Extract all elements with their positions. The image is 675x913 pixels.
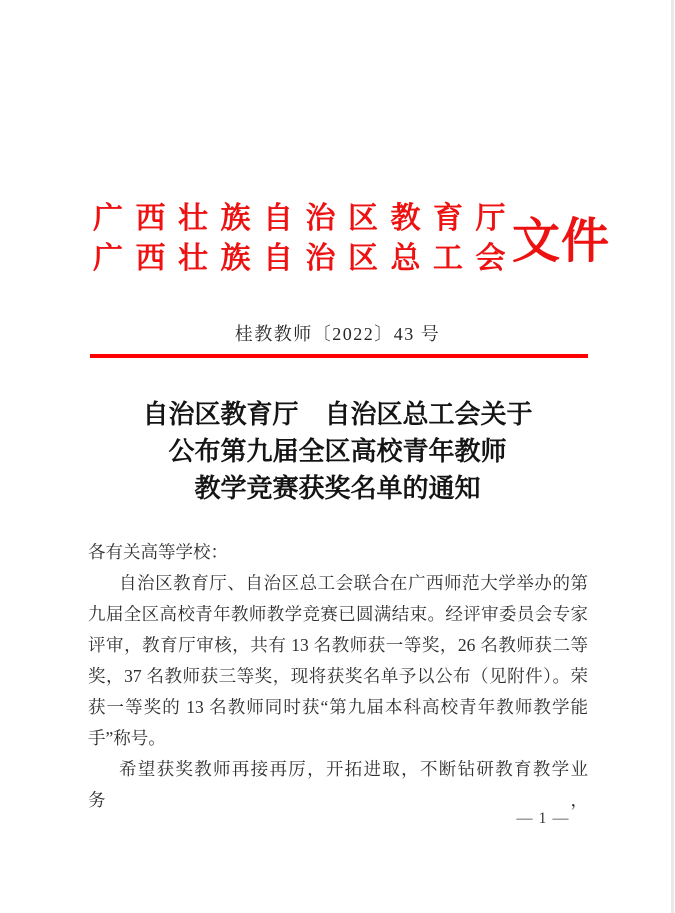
title-line-3: 教学竞赛获奖名单的通知 xyxy=(194,474,481,503)
document-title xyxy=(0,396,675,507)
doc-number: 桂教教师〔2022〕43 号 xyxy=(234,324,441,344)
page-number: — 1 — xyxy=(516,810,570,827)
doc-type-label: 文件 xyxy=(512,215,611,268)
issuer-line-2: 广西壮族自治区总工会 xyxy=(93,242,518,275)
issuer-line-1: 广西壮族自治区教育厅 xyxy=(93,202,518,235)
body-line: 手”称号。 xyxy=(88,728,166,748)
body-line: 九届全区高校青年教师教学竞赛已圆满结束。经评审委员会专家 xyxy=(88,604,588,624)
document-body xyxy=(88,537,588,816)
body-line: 奖，37 名教师获三等奖，现将获奖名单予以公布（见附件）。荣 xyxy=(88,666,588,686)
red-separator-line xyxy=(90,354,588,358)
body-line: 希望获奖教师再接再厉，开拓进取，不断钻研教育教学业务， xyxy=(88,759,588,810)
title-line-2: 公布第九届全区高校青年教师 xyxy=(168,437,507,466)
title-line-1: 自治区教育厅 自治区总工会关于 xyxy=(142,400,533,429)
body-line: 获一等奖的 13 名教师同时获“第九届本科高校青年教师教学能 xyxy=(88,697,588,717)
body-line: 评审，教育厅审核，共有 13 名教师获一等奖，26 名教师获二等 xyxy=(88,635,588,655)
salutation-line: 各有关高等学校： xyxy=(88,542,228,562)
body-line: 自治区教育厅、自治区总工会联合在广西师范大学举办的第 xyxy=(119,573,588,593)
